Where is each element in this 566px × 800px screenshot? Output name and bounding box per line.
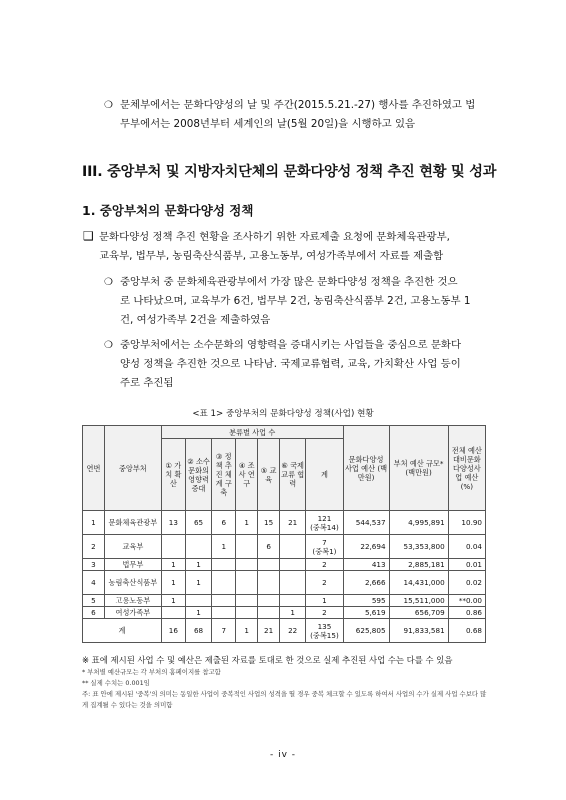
header-budget: 문화다양성 사업 예산 (백만원) — [343, 426, 389, 511]
cell-c2: 1 — [185, 607, 211, 619]
cell-ratio: 0.02 — [448, 571, 485, 595]
cell-ratio: 0.04 — [448, 535, 485, 559]
cell-c5: 21 — [258, 619, 280, 643]
cell-dept-budget: 15,511,000 — [389, 595, 448, 607]
header-dept-budget: 부처 예산 규모* (백만원) — [389, 426, 448, 511]
cell-c4: 1 — [236, 511, 258, 535]
table-header-row-1 — [83, 426, 486, 439]
cell-total-note: (중복15) — [310, 630, 339, 640]
sub-item-2-line-1: 중앙부처에서는 소수문화의 영향력을 증대시키는 사업들을 중심으로 문화다 — [120, 339, 462, 351]
table-row — [83, 571, 486, 595]
header-group: 분류별 사업 수 — [161, 426, 343, 439]
cell-total — [306, 511, 343, 535]
cell-budget: 595 — [343, 595, 389, 607]
cell-no: 2 — [83, 535, 105, 559]
cell-org: 교육부 — [104, 535, 161, 559]
cell-no: 1 — [83, 511, 105, 535]
cell-budget: 2,666 — [343, 571, 389, 595]
cell-org: 농림축산식품부 — [104, 571, 161, 595]
subsection-title: 1. 중앙부처의 문화다양성 정책 — [82, 203, 254, 218]
cell-total: 2 — [306, 559, 343, 571]
table-row — [83, 607, 486, 619]
cell-c1: 16 — [161, 619, 185, 643]
header-no: 연번 — [83, 426, 105, 511]
sub-item-1-line-3: 건, 여성가족부 2건을 제출하였음 — [120, 314, 271, 326]
cell-c1: 13 — [161, 511, 185, 535]
square-item-line-1: 문화다양성 정책 추진 현황을 조사하기 위한 자료제출 요청에 문화체육관광부, — [99, 231, 450, 243]
sub-item-1 — [120, 273, 495, 330]
cell-ratio: 0.68 — [448, 619, 485, 643]
header-ratio: 전체 예산대비문화다양성사업 예산 (%) — [448, 426, 485, 511]
cell-total-value: 121 — [317, 513, 332, 523]
cell-total-value: 135 — [317, 621, 332, 631]
section-title: III. 중앙부처 및 지방자치단체의 문화다양성 정책 추진 현황 및 성과 — [82, 164, 497, 180]
cell-ratio: 0.01 — [448, 559, 485, 571]
cell-c1 — [161, 535, 185, 559]
table-row — [83, 559, 486, 571]
bullet-square: ❑ — [83, 229, 94, 243]
cell-c3 — [212, 559, 236, 571]
cell-c3 — [212, 607, 236, 619]
cell-total: 1 — [306, 595, 343, 607]
cell-ratio: 10.90 — [448, 511, 485, 535]
cell-org: 문화체육관광부 — [104, 511, 161, 535]
bullet-circle: ❍ — [104, 340, 113, 351]
footnote-asterisk: * 부처별 예산규모는 각 부처의 홈페이지를 참고함 — [82, 668, 221, 676]
intro-line-2: 무부에서는 2008년부터 세계인의 날(5월 20일)을 시행하고 있음 — [120, 118, 416, 130]
sub-item-2-line-2: 양성 정책을 추진한 것으로 나타남. 국제교류협력, 교육, 가치확산 사업 등이 — [120, 358, 461, 370]
cell-c6: 1 — [280, 607, 306, 619]
cell-c3: 7 — [212, 619, 236, 643]
cell-budget: 544,537 — [343, 511, 389, 535]
square-item-line-2: 교육부, 법무부, 농림축산식품부, 고용노동부, 여성가족부에서 자료를 제출함 — [99, 250, 444, 262]
cell-total-note: (중복1) — [312, 546, 337, 556]
header-org: 중앙부처 — [104, 426, 161, 511]
square-item — [99, 228, 494, 266]
cell-c2: 1 — [185, 559, 211, 571]
header-c2: ② 소수문화의 영향력 증대 — [185, 439, 211, 511]
table-caption: <표 1> 중앙부처의 문화다양성 정책(사업) 현황 — [192, 409, 374, 419]
cell-c5 — [258, 595, 280, 607]
cell-c1: 1 — [161, 595, 185, 607]
cell-no: 4 — [83, 571, 105, 595]
header-total: 계 — [306, 439, 343, 511]
cell-c5 — [258, 559, 280, 571]
cell-sum-label: 계 — [83, 619, 162, 643]
cell-total: 2 — [306, 571, 343, 595]
cell-org: 고용노동부 — [104, 595, 161, 607]
cell-c5: 6 — [258, 535, 280, 559]
cell-total: 2 — [306, 607, 343, 619]
cell-c4 — [236, 595, 258, 607]
sub-item-1-line-1: 중앙부처 중 문화체육관광부에서 가장 많은 문화다양성 정책을 추진한 것으 — [120, 276, 458, 288]
sub-item-2-line-3: 주로 추진됨 — [120, 377, 174, 389]
cell-ratio: 0.86 — [448, 607, 485, 619]
footnote-double-asterisk: ** 실제 수치는 0.001임 — [82, 679, 150, 687]
cell-org: 법무부 — [104, 559, 161, 571]
header-c5: ⑤ 교육 — [258, 439, 280, 511]
cell-c6 — [280, 559, 306, 571]
cell-c3: 6 — [212, 511, 236, 535]
table-row — [83, 595, 486, 607]
cell-dept-budget: 4,995,891 — [389, 511, 448, 535]
cell-no: 3 — [83, 559, 105, 571]
sub-item-1-line-2: 로 나타났으며, 교육부가 6건, 법무부 2건, 농림축산식품부 2건, 고용노동부 1 — [120, 295, 471, 307]
bullet-circle: ❍ — [104, 100, 113, 111]
cell-c3 — [212, 595, 236, 607]
cell-no: 6 — [83, 607, 105, 619]
cell-c4 — [236, 571, 258, 595]
bullet-circle: ❍ — [104, 277, 113, 288]
header-c6: ⑥ 국제 교류 협력 — [280, 439, 306, 511]
cell-total-value: 7 — [322, 537, 327, 547]
footnote-note: 주: 표 안에 제시된 '중복'의 의미는 동일한 사업이 중복적인 사업의 성격을 띨 경우 중복 체크할 수 있도록 하여서 사업의 수가 실제 사업 수보다 많게 집계될 수 있다는 것을 의미함 — [82, 690, 487, 709]
cell-c4 — [236, 535, 258, 559]
cell-dept-budget: 656,709 — [389, 607, 448, 619]
table-row — [83, 535, 486, 559]
cell-c4 — [236, 559, 258, 571]
cell-total — [306, 619, 343, 643]
cell-c5 — [258, 607, 280, 619]
table-sum-row — [83, 619, 486, 643]
cell-budget: 22,694 — [343, 535, 389, 559]
cell-c2: 65 — [185, 511, 211, 535]
cell-c1: 1 — [161, 559, 185, 571]
cell-c5 — [258, 571, 280, 595]
cell-ratio: **0.00 — [448, 595, 485, 607]
cell-c2 — [185, 535, 211, 559]
cell-c1 — [161, 607, 185, 619]
cell-dept-budget: 14,431,000 — [389, 571, 448, 595]
cell-budget: 625,805 — [343, 619, 389, 643]
intro-paragraph — [120, 96, 492, 134]
intro-line-1: 문체부에서는 문화다양성의 날 및 주간(2015.5.21.-27) 행사를 추진하였고 법 — [120, 99, 476, 111]
cell-no: 5 — [83, 595, 105, 607]
cell-budget: 413 — [343, 559, 389, 571]
cell-c2: 1 — [185, 571, 211, 595]
cell-dept-budget: 2,885,181 — [389, 559, 448, 571]
policy-status-table — [82, 425, 486, 643]
cell-c2: 68 — [185, 619, 211, 643]
sub-item-2 — [120, 336, 495, 393]
header-c3: ③ 정책 추진 체계 구축 — [212, 439, 236, 511]
cell-org: 여성가족부 — [104, 607, 161, 619]
cell-dept-budget: 91,833,581 — [389, 619, 448, 643]
header-c1: ① 가치 확산 — [161, 439, 185, 511]
cell-budget: 5,619 — [343, 607, 389, 619]
cell-c3 — [212, 571, 236, 595]
cell-c4 — [236, 607, 258, 619]
cell-c6: 22 — [280, 619, 306, 643]
cell-c2 — [185, 595, 211, 607]
cell-c3: 1 — [212, 535, 236, 559]
cell-c1: 1 — [161, 571, 185, 595]
header-c4: ④ 조사 연구 — [236, 439, 258, 511]
cell-dept-budget: 53,353,800 — [389, 535, 448, 559]
footnote-main: ※ 표에 제시된 사업 수 및 예산은 제출된 자료를 토대로 한 것으로 실제 추진된 사업 수는 다를 수 있음 — [82, 655, 453, 665]
table-row — [83, 511, 486, 535]
cell-total — [306, 535, 343, 559]
cell-c6: 21 — [280, 511, 306, 535]
cell-c6 — [280, 595, 306, 607]
cell-c6 — [280, 571, 306, 595]
cell-c5: 15 — [258, 511, 280, 535]
cell-c6 — [280, 535, 306, 559]
page-number: - iv - — [269, 750, 297, 760]
cell-total-note: (중복14) — [310, 522, 339, 532]
cell-c4: 1 — [236, 619, 258, 643]
